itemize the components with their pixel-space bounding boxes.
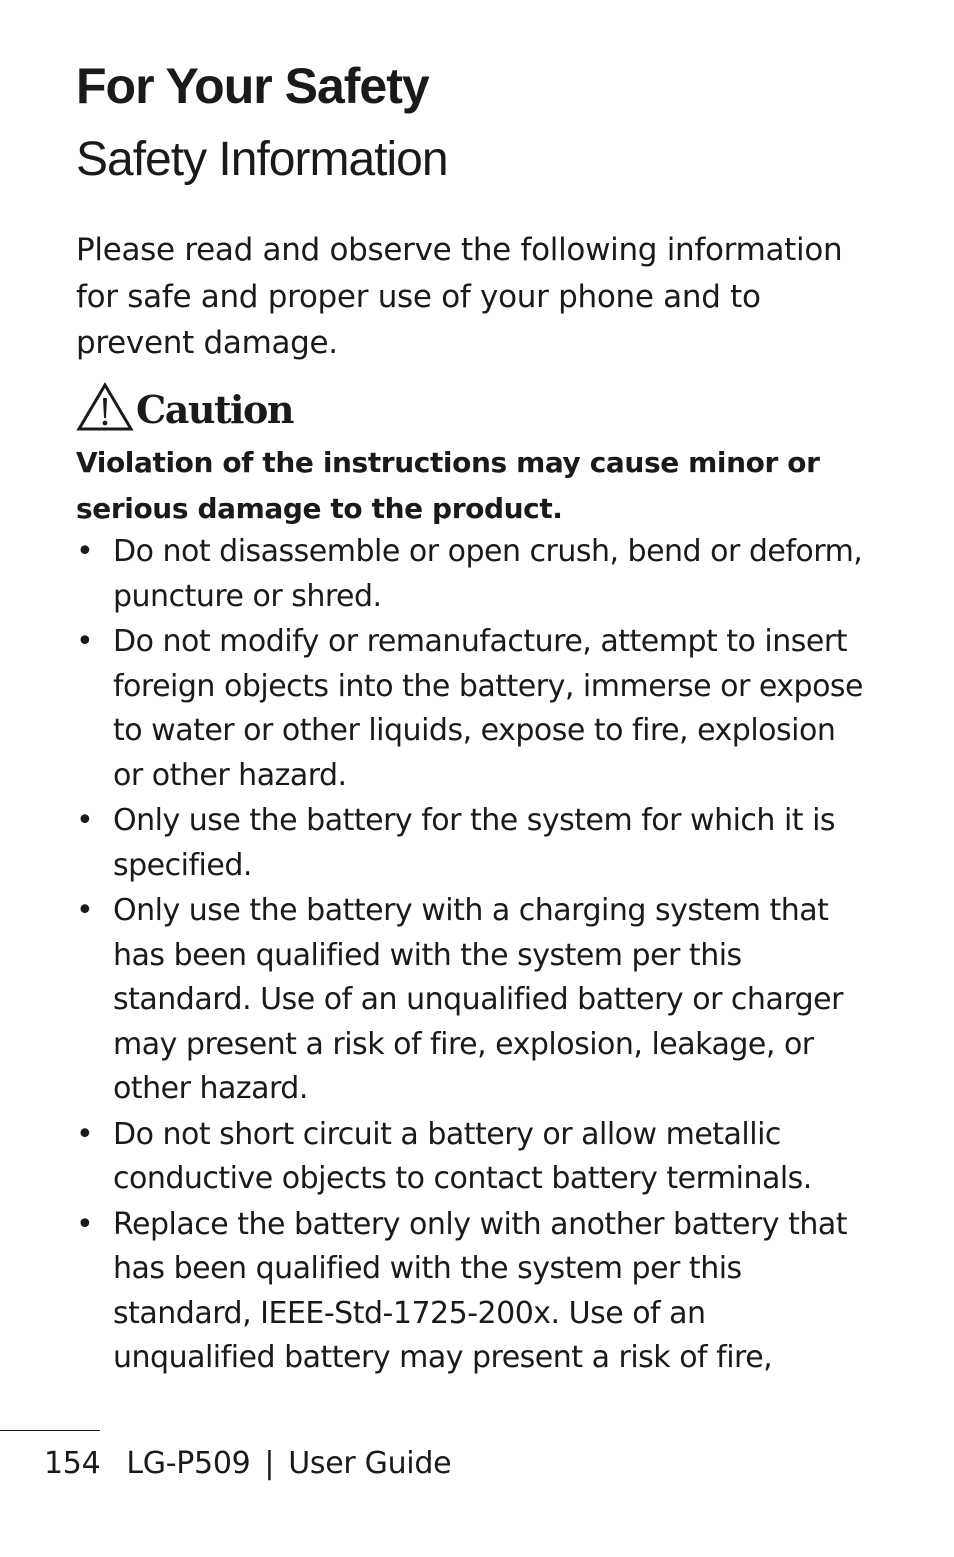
list-item-text: Do not disassemble or open crush, bend or deform, puncture or shred. (113, 534, 863, 614)
list-item-text: Do not short circuit a battery or allow metallic conductive objects to contact battery terminals. (113, 1116, 812, 1196)
bullet-icon: • (76, 534, 94, 569)
warning-statement: Violation of the instructions may cause minor or serious damage to the product. (76, 446, 820, 525)
footer-rule (0, 1430, 100, 1431)
list-item (76, 1113, 866, 1202)
list-item (76, 799, 866, 888)
bullet-icon: • (76, 803, 94, 838)
page-subtitle: Safety Information (76, 133, 448, 186)
section-title: For Your Safety (76, 58, 429, 114)
list-item-text: Only use the battery with a charging system that has been qualified with the system per this standard. Use of an unqualified battery or charger may present a risk of fire, explosion, leakage, or other hazard. (113, 893, 843, 1106)
list-item (76, 1203, 866, 1381)
bullet-icon: • (76, 1206, 94, 1242)
list-item (76, 530, 866, 619)
list-item (76, 620, 866, 798)
caution-heading (76, 378, 293, 432)
safety-bullet-list (76, 530, 866, 1382)
footer-guide: User Guide (288, 1446, 452, 1481)
page-number: 154 (44, 1446, 101, 1481)
intro-paragraph: Please read and observe the following information for safe and proper use of your phone and to prevent damage. (76, 232, 843, 361)
list-item (76, 889, 866, 1112)
footer-separator: | (264, 1446, 275, 1481)
bullet-icon: • (76, 1116, 94, 1152)
bullet-icon: • (76, 624, 94, 659)
list-item-text: Do not modify or remanufacture, attempt to insert foreign objects into the battery, immerse or expose to water or other liquids, expose to fire, explosion or other hazard. (113, 624, 864, 793)
bullet-icon: • (76, 893, 94, 928)
list-item-text: Only use the battery for the system for which it is specified. (113, 803, 836, 883)
list-item-text: Replace the battery only with another battery that has been qualified with the system per this standard, IEEE-Std-1725-200x. Use of an unqualified battery may present a risk of fire, (113, 1206, 847, 1375)
page-footer (44, 1444, 451, 1484)
caution-label: Caution (136, 387, 293, 432)
warning-triangle-icon (76, 382, 134, 432)
footer-model: LG-P509 (126, 1446, 251, 1481)
